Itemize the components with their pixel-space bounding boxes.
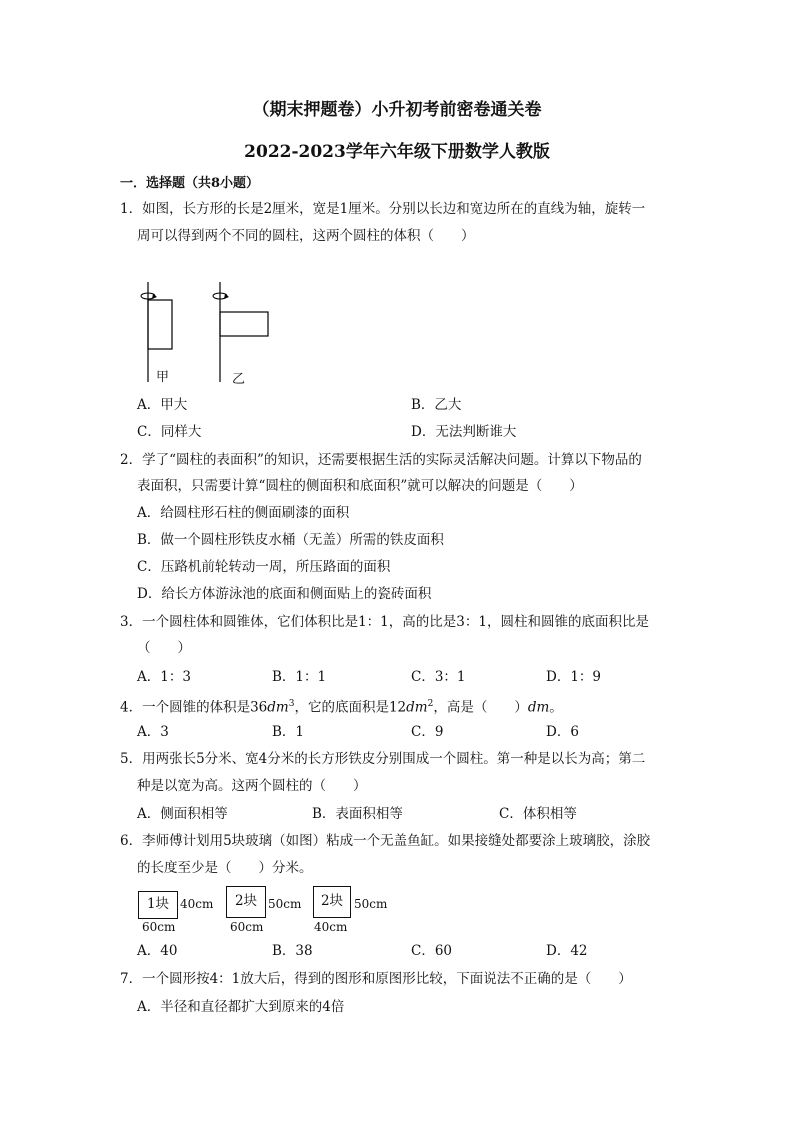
q2-option-d[interactable]: D．给长方体游泳池的底面和侧面贴上的瓷砖面积 [137,586,432,602]
q2-text-line1: 2．学了“圆柱的表面积”的知识，还需要根据生活的实际灵活解决问题。计算以下物品的 [120,452,642,468]
q3-option-d[interactable]: D．1：9 [546,669,602,685]
q1-text-line1: 1．如图，长方形的长是2厘米，宽是1厘米。分别以长边和宽边所在的直线为轴，旋转一 [120,201,646,217]
rotation-figure [130,278,290,388]
q1-option-d[interactable]: D．无法判断谁大 [411,424,517,440]
q3-option-b[interactable]: B．1：1 [272,669,327,685]
q1-option-b[interactable]: B．乙大 [411,397,462,413]
figure-label-jia: 甲 [156,370,170,385]
q3-option-a[interactable]: A．1：3 [137,669,191,685]
q6-text-line2: 的长度至少是（ ）分米。 [137,860,313,876]
q4-text: 4．一个圆锥的体积是$36dm^3$，它的底面积是$12dm^2$，高是（ ）dm。 [120,699,563,716]
q3-text-line1: 3．一个圆柱体和圆锥体，它们体积比是1：1，高的比是3：1，圆柱和圆锥的底面积比是 [120,614,649,630]
q2-text-line2: 表面积，只需要计算“圆柱的侧面积和底面积”就可以解决的问题是（ ） [137,478,583,494]
glass-piece-2-side: 50cm [268,897,302,911]
q2-option-a[interactable]: A．给圆柱形石柱的侧面刷漆的面积 [137,505,350,521]
section-heading: 一．选择题（共8小题） [120,176,260,191]
q4-option-d[interactable]: D．6 [546,724,579,740]
q5-option-b[interactable]: B．表面积相等 [312,806,403,822]
rectangle-jia [148,300,172,349]
q6-option-a[interactable]: A．40 [137,943,178,959]
glass-piece-1-side: 40cm [180,897,214,911]
q1-option-a[interactable]: A．甲大 [137,397,188,413]
q7-option-a[interactable]: A．半径和直径都扩大到原来的4倍 [137,999,345,1015]
q5-text-line1: 5．用两张长5分米、宽4分米的长方形铁皮分别围成一个圆柱。第一种是以长为高；第二 [120,751,646,767]
q7-text-line1: 7．一个圆形按4：1放大后，得到的图形和原图形比较，下面说法不正确的是（ ） [120,971,632,987]
glass-piece-3-bottom: 40cm [314,920,348,934]
page-subtitle: 2022-2023学年六年级下册数学人教版 [244,142,550,162]
q4-option-b[interactable]: B．1 [272,724,305,740]
glass-piece-3-side: 50cm [354,897,388,911]
q4-option-a[interactable]: A．3 [137,724,169,740]
q6-text-line1: 6．李师傅计划用5块玻璃（如图）粘成一个无盖鱼缸。如果接缝处都要涂上玻璃胶，涂胶 [120,833,651,849]
q2-option-b[interactable]: B．做一个圆柱形铁皮水桶（无盖）所需的铁皮面积 [137,532,444,548]
glass-piece-1-box: 1块 [138,891,178,919]
q1-text-line2: 周可以得到两个不同的圆柱，这两个圆柱的体积（ ） [137,228,475,244]
q5-option-a[interactable]: A．侧面积相等 [137,806,228,822]
q3-option-c[interactable]: C．3：1 [411,669,466,685]
figure-label-yi: 乙 [232,372,246,387]
q6-option-b[interactable]: B．38 [272,943,313,959]
q5-option-c[interactable]: C．体积相等 [499,806,577,822]
q3-text-line2: （ ） [137,640,191,656]
glass-piece-2-box: 2块 [226,886,266,918]
rectangle-yi [220,312,268,336]
q4-option-c[interactable]: C．9 [411,724,444,740]
q6-option-c[interactable]: C．60 [411,943,453,959]
q2-option-c[interactable]: C．压路机前轮转动一周，所压路面的面积 [137,559,391,575]
q5-text-line2: 种是以宽为高。这两个圆柱的（ ） [137,778,367,794]
glass-piece-1-bottom: 60cm [142,920,176,934]
glass-piece-3-box: 2块 [313,886,351,918]
page-title: （期末押题卷）小升初考前密卷通关卷 [252,100,542,120]
glass-piece-2-bottom: 60cm [230,920,264,934]
q6-option-d[interactable]: D．42 [546,943,588,959]
q1-option-c[interactable]: C．同样大 [137,424,202,440]
